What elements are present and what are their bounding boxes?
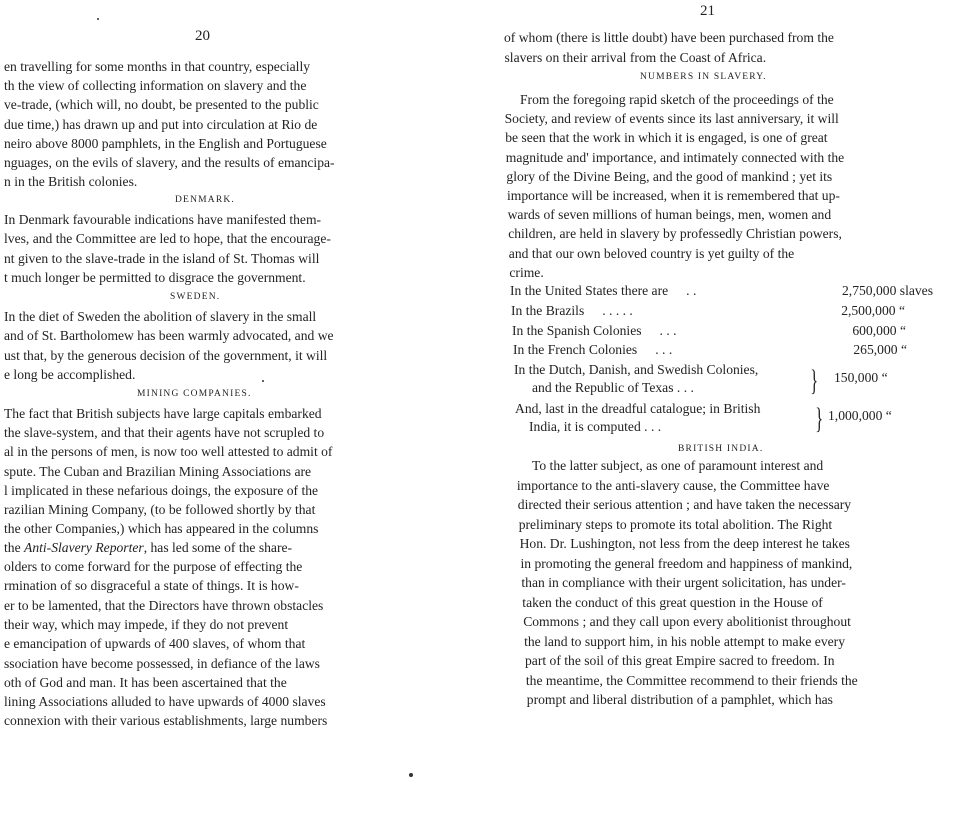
table-value-dutch: 150,000 “ — [834, 370, 888, 385]
text-line: wards of seven millions of human beings, men, women and — [507, 207, 832, 223]
text-line: olders to come forward for the purpose of effecting the — [4, 559, 303, 574]
heading-sweden: SWEDEN. — [170, 292, 221, 302]
text-line: en travelling for some months in that country, especially — [4, 59, 311, 74]
text-line: and that our own beloved country is yet guilty of the — [508, 245, 795, 261]
text-line: preliminary steps to promote its total abolition. The Right — [518, 516, 833, 532]
text-line: From the foregoing rapid sketch of the proceedings of the — [520, 92, 834, 107]
text-line: than in compliance with their urgent solicitation, has under- — [521, 575, 846, 590]
table-label: In the French Colonies — [513, 342, 638, 357]
table-leader-dots: . . — [686, 283, 697, 298]
table-leader-dots: . . . . . — [602, 303, 633, 318]
text-line: al in the persons of men, is now too well attested to admit of — [4, 444, 333, 460]
page-number: 20 — [195, 28, 210, 44]
page-number: 21 — [700, 3, 715, 19]
text-line: importance will be increased, when it is remembered that up- — [507, 188, 840, 203]
brace: } — [810, 364, 819, 397]
text-line: their way, which may impede, if they do not prevent — [4, 616, 289, 632]
table-row — [511, 303, 931, 319]
text-line: prompt and liberal distribution of a pamphlet, which has — [526, 692, 833, 707]
heading-mining-companies: MINING COMPANIES. — [137, 389, 252, 399]
text-line: lves, and the Committee are led to hope, that the encourage- — [4, 231, 331, 247]
text-line: due time,) has drawn up and put into circulation at Rio de — [4, 116, 318, 132]
table-value: 2,500,000 “ — [841, 303, 905, 318]
text-line: ust that, by the generous decision of the government, it will — [4, 347, 328, 363]
text-line: n in the British colonies. — [4, 174, 138, 190]
text-line: the other Companies,) which has appeared in the columns — [4, 521, 319, 537]
text-line: and of St. Bartholomew has been warmly advocated, and we — [4, 328, 334, 344]
heading-denmark: DENMARK. — [175, 195, 236, 205]
text-line: connexion with their various establishments, large numbers — [4, 713, 328, 729]
table-value-india: 1,000,000 “ — [828, 408, 892, 423]
table-row — [512, 323, 932, 339]
text-line: magnitude and' importance, and intimately connected with the — [505, 149, 845, 165]
left-page — [0, 0, 420, 820]
scan-speck — [262, 380, 264, 382]
text-line: er to be lamented, that the Directors have thrown obstacles — [4, 597, 324, 613]
text-line: ssociation have become possessed, in defiance of the laws — [4, 655, 320, 671]
table-row — [513, 342, 933, 358]
text-line: ve-trade, (which will, no doubt, be presented to the public — [4, 97, 319, 113]
text-line: part of the soil of this great Empire sacred to freedom. In — [525, 653, 835, 668]
text-line: Commons ; and they call upon every abolitionist throughout — [523, 614, 851, 629]
text-line: In Denmark favourable indications have manifested them- — [4, 212, 322, 227]
text-line: directed their serious attention ; and have taken the necessary — [517, 497, 852, 512]
table-leader-dots: . . . — [659, 323, 677, 338]
text-line: Society, and review of events since its last anniversary, it will — [504, 111, 839, 127]
right-page — [470, 0, 980, 820]
text-line: lining Associations alluded to have upwards of 4000 slaves — [4, 694, 326, 710]
text-line: Hon. Dr. Lushington, not less from the deep interest he takes — [519, 536, 850, 551]
table-label: In the Brazils — [511, 303, 585, 318]
text-line: rmination of so disgraceful a state of things. It is how- — [4, 578, 299, 594]
text-line: neiro above 8000 pamphlets, in the English and Portuguese — [4, 135, 327, 151]
text-line: the land to support him, in his noble attempt to make every — [524, 633, 845, 649]
text-line: be seen that the work in which it is engaged, is one of great — [505, 130, 828, 146]
italic-title: Anti-Slavery Reporter — [24, 540, 144, 555]
text-line: To the latter subject, as one of paramount interest and — [532, 458, 824, 473]
text-line: oth of God and man. It has been ascertained that the — [4, 674, 287, 690]
text-line: th the view of collecting information on slavery and the — [4, 78, 307, 94]
text-line: taken the conduct of this great question in the House of — [522, 594, 823, 610]
text-line: children, are held in slavery by professedly Christian powers, — [508, 226, 842, 242]
text-line: the meantime, the Committee recommend to their friends the — [525, 672, 858, 688]
text-line: crime. — [509, 264, 544, 280]
heading-british-india: BRITISH INDIA. — [678, 444, 764, 454]
text-line: in promoting the general freedom and happiness of mankind, — [520, 555, 853, 571]
table-leader-dots: . . . — [655, 342, 673, 357]
text-line: l implicated in these nefarious doings, the exposure of the — [4, 482, 319, 498]
text-line: of whom (there is little doubt) have been purchased from the — [504, 30, 834, 45]
text-line: importance to the anti-slavery cause, the Committee have — [516, 477, 830, 493]
text-line: The fact that British subjects have large capitals embarked — [4, 406, 322, 421]
text-line: the slave-system, and that their agents have not scrupled to — [4, 425, 325, 441]
text-line: e long be accomplished. — [4, 366, 136, 382]
table-row-dutch: In the Dutch, Danish, and Swedish Colonies, and the Republic of Texas . . . — [514, 362, 759, 395]
text-line: razilian Mining Company, (to be followed shortly by that — [4, 502, 316, 517]
text-line: the Anti-Slavery Reporter, has led some of the share- — [4, 540, 293, 555]
table-value: 2,750,000 slaves — [842, 283, 933, 298]
text-line: slavers on their arrival from the Coast of Africa. — [504, 49, 767, 65]
table-value: 265,000 “ — [853, 342, 907, 357]
text-line: glory of the Divine Being, and the good of mankind ; yet its — [506, 168, 833, 184]
text-line: nt given to the slave-trade in the island of St. Thomas will — [4, 250, 320, 266]
table-label: In the United States there are — [510, 283, 669, 298]
text-line: In the diet of Sweden the abolition of slavery in the small — [4, 309, 317, 324]
brace: } — [815, 402, 824, 435]
table-row-india: And, last in the dreadful catalogue; in British India, it is computed . . . — [515, 401, 761, 434]
table-value: 600,000 “ — [852, 323, 906, 338]
heading-numbers-in-slavery: NUMBERS IN SLAVERY. — [640, 72, 767, 82]
text-line: nguages, on the evils of slavery, and the results of emancipa- — [4, 155, 335, 170]
table-label: In the Spanish Colonies — [512, 323, 642, 338]
text-line: spute. The Cuban and Brazilian Mining Associations are — [4, 463, 312, 479]
scan-speck — [97, 18, 99, 20]
text-line: t much longer be permitted to disgrace the government. — [4, 269, 306, 285]
text-line: e emancipation of upwards of 400 slaves, of whom that — [4, 636, 306, 652]
table-row — [510, 283, 933, 299]
scan-speck — [409, 773, 413, 777]
